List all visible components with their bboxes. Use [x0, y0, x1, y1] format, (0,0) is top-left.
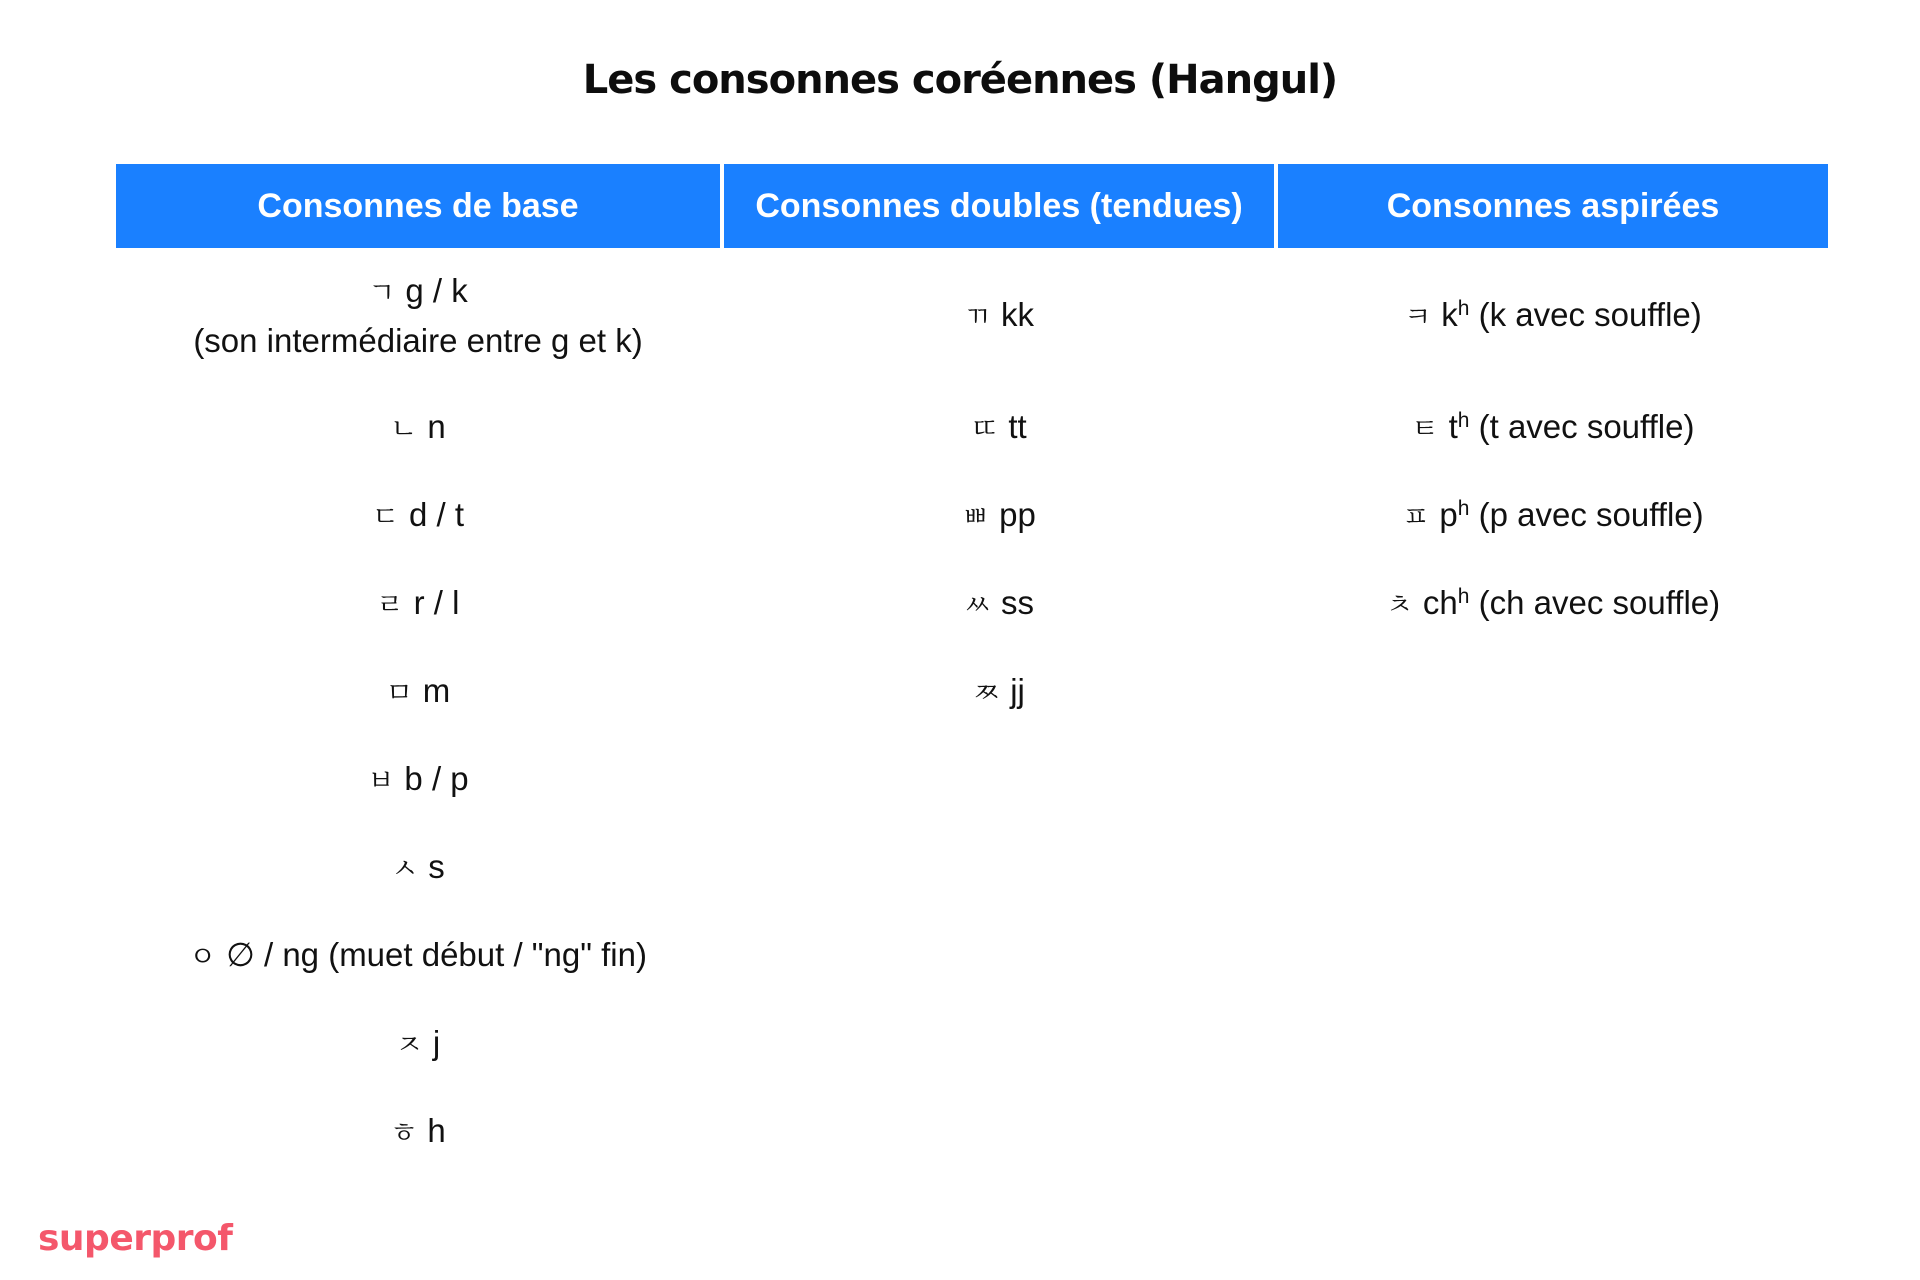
- empty-cell: [724, 1000, 1274, 1088]
- hangul-letter: ㅍ: [1402, 500, 1430, 533]
- hangul-letter: ㄱ: [368, 276, 396, 309]
- header-aspirated-consonants: Consonnes aspirées: [1278, 164, 1828, 248]
- base-consonant-cell: [116, 384, 720, 472]
- aspiration-mark: h: [1457, 297, 1470, 320]
- table-row: [116, 384, 1828, 472]
- double-consonant-cell: [724, 472, 1274, 560]
- romanization: pp: [999, 496, 1036, 533]
- hangul-letter: ㄲ: [963, 300, 992, 333]
- consonant-table: [112, 164, 1832, 1176]
- table-row: [116, 824, 1828, 912]
- hangul-letter: ㄹ: [376, 588, 404, 621]
- romanization: k: [1441, 296, 1458, 333]
- romanization: ch: [1422, 584, 1458, 621]
- hangul-letter: ㄴ: [390, 412, 418, 445]
- table-header-row: [116, 164, 1828, 248]
- romanization: m: [422, 672, 451, 709]
- hangul-letter: ㅋ: [1404, 300, 1432, 333]
- romanization: s: [428, 848, 445, 885]
- hangul-letter: ㅎ: [390, 1116, 418, 1149]
- double-consonant-cell: [724, 248, 1274, 384]
- base-consonant-cell: [116, 824, 720, 912]
- table-row: [116, 648, 1828, 736]
- empty-cell: [1278, 912, 1828, 1000]
- hangul-letter: ㄷ: [371, 500, 400, 533]
- romanization: b / p: [404, 760, 469, 797]
- double-consonant-cell: [724, 560, 1274, 648]
- aspirated-consonant-cell: [1278, 384, 1828, 472]
- page-title: Les consonnes coréennes (Hangul): [582, 57, 1338, 103]
- empty-cell: [1278, 1000, 1828, 1088]
- romanization: jj: [1010, 672, 1025, 709]
- hangul-letter: ㅈ: [395, 1028, 423, 1061]
- hangul-letter: ㅊ: [1385, 588, 1413, 621]
- romanization: g / k: [405, 272, 468, 309]
- header-double-consonants: Consonnes doubles (tendues): [724, 164, 1274, 248]
- romanization: p: [1439, 496, 1458, 533]
- superprof-logo: superprof: [38, 1218, 233, 1259]
- aspirated-consonant-cell: [1278, 560, 1828, 648]
- romanization: ∅ / ng (muet début / "ng" fin): [226, 936, 647, 973]
- table-row: [116, 560, 1828, 648]
- double-consonant-cell: [724, 384, 1274, 472]
- romanization: r / l: [413, 584, 460, 621]
- hangul-letter: ㅁ: [385, 676, 413, 709]
- empty-cell: [1278, 1088, 1828, 1176]
- empty-cell: [724, 1088, 1274, 1176]
- empty-cell: [724, 912, 1274, 1000]
- romanization: ss: [1001, 584, 1035, 621]
- romanization: tt: [1008, 408, 1027, 445]
- hangul-letter: ㅆ: [963, 588, 992, 621]
- empty-cell: [724, 824, 1274, 912]
- base-consonant-cell: [116, 1000, 720, 1088]
- table-row: [116, 912, 1828, 1000]
- romanization: t: [1448, 408, 1458, 445]
- base-consonant-cell: [116, 736, 720, 824]
- hangul-letter: ㄸ: [971, 412, 999, 445]
- hangul-letter: ㅃ: [962, 500, 990, 533]
- aspiration-description: (ch avec souffle): [1478, 584, 1721, 621]
- romanization: kk: [1001, 296, 1035, 333]
- header-base-consonants: Consonnes de base: [116, 164, 720, 248]
- aspiration-description: (k avec souffle): [1478, 296, 1702, 333]
- hangul-letter: ㅂ: [367, 764, 395, 797]
- double-consonant-cell: [724, 648, 1274, 736]
- hangul-letter: ㅌ: [1411, 412, 1439, 445]
- romanization: h: [427, 1112, 446, 1149]
- aspirated-consonant-cell: [1278, 472, 1828, 560]
- empty-cell: [1278, 824, 1828, 912]
- table-row: [116, 736, 1828, 824]
- base-consonant-cell: [116, 560, 720, 648]
- romanization: n: [427, 408, 446, 445]
- aspiration-mark: h: [1457, 409, 1470, 432]
- pronunciation-note: (son intermédiaire entre g et k): [193, 322, 643, 359]
- aspiration-description: (t avec souffle): [1478, 408, 1695, 445]
- aspiration-mark: h: [1457, 497, 1470, 520]
- base-consonant-cell: [116, 912, 720, 1000]
- table-row: [116, 1000, 1828, 1088]
- empty-cell: [724, 736, 1274, 824]
- table-row: [116, 1088, 1828, 1176]
- table-row: [116, 248, 1828, 384]
- base-consonant-cell: [116, 248, 720, 384]
- hangul-letter: ㅇ: [189, 940, 217, 973]
- romanization: j: [432, 1024, 441, 1061]
- aspirated-consonant-cell: [1278, 248, 1828, 384]
- base-consonant-cell: [116, 1088, 720, 1176]
- base-consonant-cell: [116, 472, 720, 560]
- aspiration-description: (p avec souffle): [1478, 496, 1704, 533]
- aspiration-mark: h: [1457, 585, 1470, 608]
- table-row: [116, 472, 1828, 560]
- base-consonant-cell: [116, 648, 720, 736]
- empty-cell: [1278, 736, 1828, 824]
- hangul-letter: ㅅ: [391, 852, 419, 885]
- romanization: d / t: [409, 496, 465, 533]
- empty-cell: [1278, 648, 1828, 736]
- hangul-letter: ㅉ: [973, 676, 1001, 709]
